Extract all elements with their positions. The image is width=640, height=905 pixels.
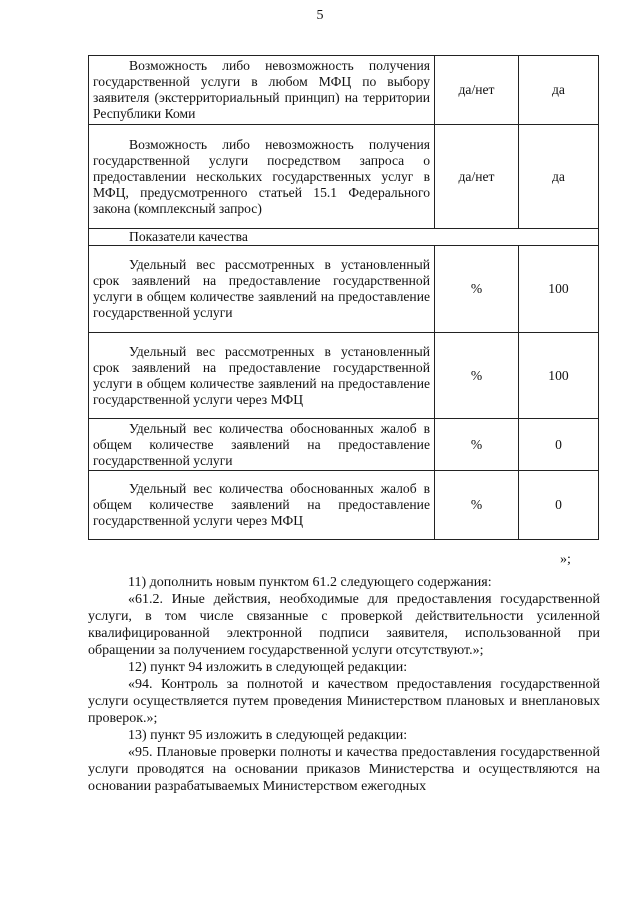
section-header-row xyxy=(89,229,599,246)
indicator-description: Удельный вес рассмотренных в установленный срок заявлений на предоставление государственной услуги в общем количестве заявлений на предоставление государственной услуги через МФЦ xyxy=(89,333,435,419)
indicator-unit: % xyxy=(435,471,519,540)
indicator-description: Удельный вес рассмотренных в установленный срок заявлений на предоставление государственной услуги в общем количестве заявлений на предоставление государственной услуги xyxy=(89,246,435,333)
paragraph: «61.2. Иные действия, необходимые для предоставления государственной услуги, в том числе связанные с проверкой действительности усиленной квалифицированной электронной подписи заявителя, использованной при обращении за получением государственной услуги отсутствуют.»; xyxy=(88,592,600,658)
paragraph: 12) пункт 94 изложить в следующей редакции: xyxy=(128,660,408,675)
indicator-value: 0 xyxy=(519,471,599,540)
paragraph: «94. Контроль за полнотой и качеством предоставления государственной услуги осуществляется путем проведения Министерством плановых и внеплановых проверок.»; xyxy=(88,677,600,726)
paragraph: 13) пункт 95 изложить в следующей редакции: xyxy=(128,728,408,743)
indicator-value: 100 xyxy=(519,333,599,419)
table-row xyxy=(89,56,599,125)
indicator-value: 0 xyxy=(519,419,599,471)
indicator-value: да xyxy=(519,125,599,229)
table-row xyxy=(89,333,599,419)
indicator-unit: % xyxy=(435,246,519,333)
indicator-description: Удельный вес количества обоснованных жалоб в общем количестве заявлений на предоставление государственной услуги xyxy=(89,419,435,471)
table-row xyxy=(89,246,599,333)
table-row xyxy=(89,125,599,229)
indicator-description: Удельный вес количества обоснованных жалоб в общем количестве заявлений на предоставление государственной услуги через МФЦ xyxy=(89,471,435,540)
paragraph: «95. Плановые проверки полноты и качества предоставления государственной услуги проводятся на основании приказов Министерства и осуществляются на основании разрабатываемых Министерством ежегодных xyxy=(88,745,600,794)
indicator-description: Возможность либо невозможность получения государственной услуги в любом МФЦ по выбору заявителя (экстерриториальный принцип) на территории Республики Коми xyxy=(89,56,435,125)
indicator-unit: да/нет xyxy=(435,56,519,125)
indicator-unit: % xyxy=(435,419,519,471)
table-row xyxy=(89,471,599,540)
indicator-unit: да/нет xyxy=(435,125,519,229)
indicators-table xyxy=(88,55,599,540)
amendment-text xyxy=(88,574,600,795)
indicator-unit: % xyxy=(435,333,519,419)
table-row xyxy=(89,419,599,471)
paragraph: 11) дополнить новым пунктом 61.2 следующего содержания: xyxy=(128,575,492,590)
page-number: 5 xyxy=(316,8,324,23)
indicator-value: да xyxy=(519,56,599,125)
closing-quote: »; xyxy=(560,552,571,567)
indicator-description: Возможность либо невозможность получения государственной услуги посредством запроса о предоставлении нескольких государственных услуг в МФЦ, предусмотренного статьей 15.1 Федерального закона (комплексный запрос) xyxy=(89,125,435,229)
section-title: Показатели качества xyxy=(89,229,599,246)
indicator-value: 100 xyxy=(519,246,599,333)
